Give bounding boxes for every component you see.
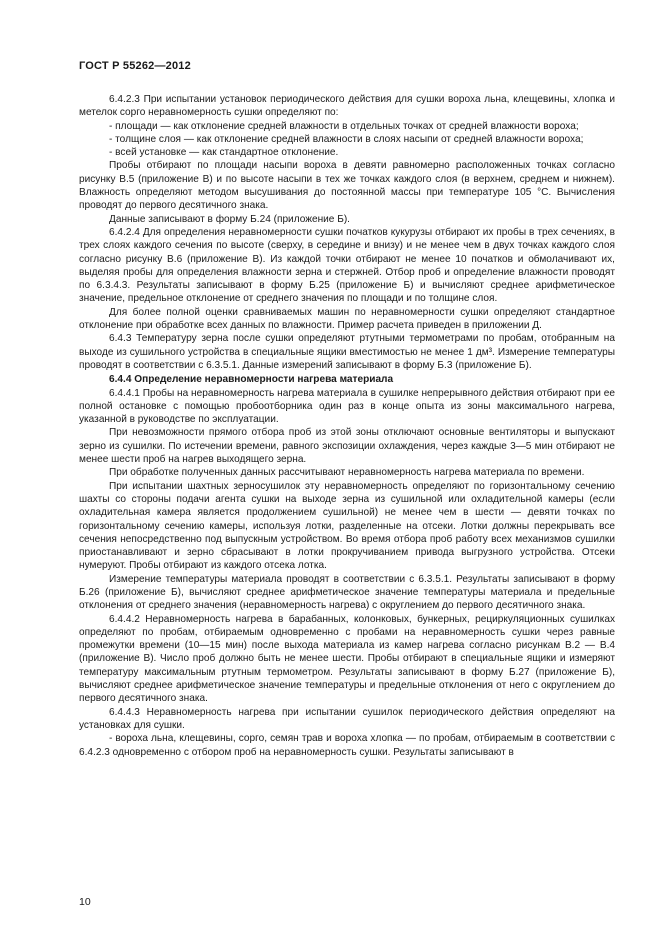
paragraph: При испытании шахтных зерносушилок эту неравномерность определяют по горизонтальному сечению шахты со стороны подачи агента сушки на выходе зерна из сушильной или охладительной камеры (если охладительная камера является продолжением сушильной) не менее чем в шести — девяти точках по горизонтальному сечению камеры, используя лотки, разделенные на отсеки. Лотки должны перекрывать все сечения непосредственно под выпускным устройством. Во время отбора проб работу всех механизмов сушилки приостанавливают и зерно сбрасывают в лотки прокручиванием привода выгрузного устройства. Отсеки нумеруют. Пробы отбирают из каждого отсека лотка.: [79, 480, 615, 572]
list-item: - вороха льна, клещевины, сорго, семян трав и вороха хлопка — по пробам, отбираемым в соответствии с 6.4.2.3 одновременно с отбором проб на неравномерность сушки. Результаты записывают в: [79, 733, 615, 758]
paragraph: Для более полной оценки сравниваемых машин по неравномерности сушки определяют стандартное отклонение при обработке всех данных по влажности. Пример расчета приведен в приложении Д.: [79, 306, 615, 332]
paragraph: Данные записывают в форму Б.24 (приложение Б).: [109, 213, 350, 225]
paragraph: 6.4.4.2 Неравномерность нагрева в барабанных, колонковых, бункерных, рециркуляционных сушилках определяют по пробам, отбираемым одновременно с пробами на неравномерность сушки через равные промежутки времени (10—15 мин) после выхода материала из камер нагрева согласно рисункам В.2 — В.4 (приложение В). Число проб должно быть не менее шести. Пробы отбирают в специальные ящики и измеряют температуру максимальным ртутным термометром. Результаты записывают в форму Б.27 (приложение Б), вычисляют среднее арифметическое значение температуры и предельные отклонения от него с округлением до первого десятичного знака.: [79, 613, 615, 705]
list-item: - всей установке — как стандартное отклонение.: [109, 147, 339, 159]
paragraph: 6.4.2.4 Для определения неравномерности сушки початков кукурузы отбирают их пробы в трех сечениях, в трех слоях каждого сечения по высоте (сверху, в середине и внизу) и не менее чем в двух точках каждого слоя согласно рисунку В.6 (приложение В). Из каждой точки отбирают не менее 10 початков и обмолачивают их, выделяя пробы для определения влажности зерна и стержней. Отбор проб и определение влажности проводят по 6.3.4.3. Результаты записывают в форму Б.25 (приложение Б) и вычисляют среднее арифметическое значение, предельное отклонение от среднего значения по площади и по толщине слоя.: [79, 226, 615, 305]
paragraph: При обработке полученных данных рассчитывают неравномерность нагрева материала по времени.: [109, 467, 585, 479]
list-item: - площади — как отклонение средней влажности в отдельных точках от средней влажности вороха;: [109, 120, 579, 132]
paragraph: 6.4.4.1 Пробы на неравномерность нагрева материала в сушилке непрерывного действия отбирают при ее полной остановке с помощью пробоотборника один раз в конце опыта из зоны максимального нагрева, указанной в руководстве по эксплуатации.: [79, 387, 615, 426]
list-item: - толщине слоя — как отклонение средней влажности в слоях насыпи от средней влажности вороха;: [109, 133, 584, 145]
page-number: 10: [79, 896, 91, 908]
paragraph: Пробы отбирают по площади насыпи вороха в девяти равномерно расположенных точках согласно рисунку В.5 (приложение В) и по высоте насыпи в тех же точках каждого слоя (в верхнем, среднем и нижнем). Влажность определяют методом высушивания до постоянной массы при температуре 105 °С. Вычисления проводят до первого десятичного знака.: [79, 160, 615, 212]
paragraph: 6.4.4.3 Неравномерность нагрева при испытании сушилок периодического действия определяют на установках для сушки.: [79, 706, 615, 731]
paragraph: Измерение температуры материала проводят в соответствии с 6.3.5.1. Результаты записывают в форму Б.26 (приложение Б), вычисляют среднее арифметическое значение температуры материала и предельные отклонения от среднего значения (неравномерность нагрева) с округлением до первого десятичного знака.: [79, 573, 615, 612]
section-heading: 6.4.4 Определение неравномерности нагрева материала: [109, 374, 394, 386]
paragraph: 6.4.2.3 При испытании установок периодического действия для сушки вороха льна, клещевины, хлопка и метелок сорго неравномерность сушки определяют по:: [79, 94, 615, 119]
body-text: [79, 93, 615, 759]
standard-header: ГОСТ Р 55262—2012: [79, 60, 191, 72]
paragraph: При невозможности прямого отбора проб из этой зоны отключают основные вентиляторы и выпускают зерно из сушилки. По истечении времени, равного экспозиции охлаждения, через каждые 3—5 мин отбирают не менее шести проб на нагрев выходящего зерна.: [79, 427, 615, 466]
paragraph: 6.4.3 Температуру зерна после сушки определяют ртутными термометрами по пробам, отобранным на выходе из сушильного устройства в специальные ящики вместимостью не менее 1 дм³. Измерение температуры проводят в соответствии с 6.3.5.1. Данные измерений записывают в форму Б.3 (приложение Б).: [79, 333, 615, 371]
